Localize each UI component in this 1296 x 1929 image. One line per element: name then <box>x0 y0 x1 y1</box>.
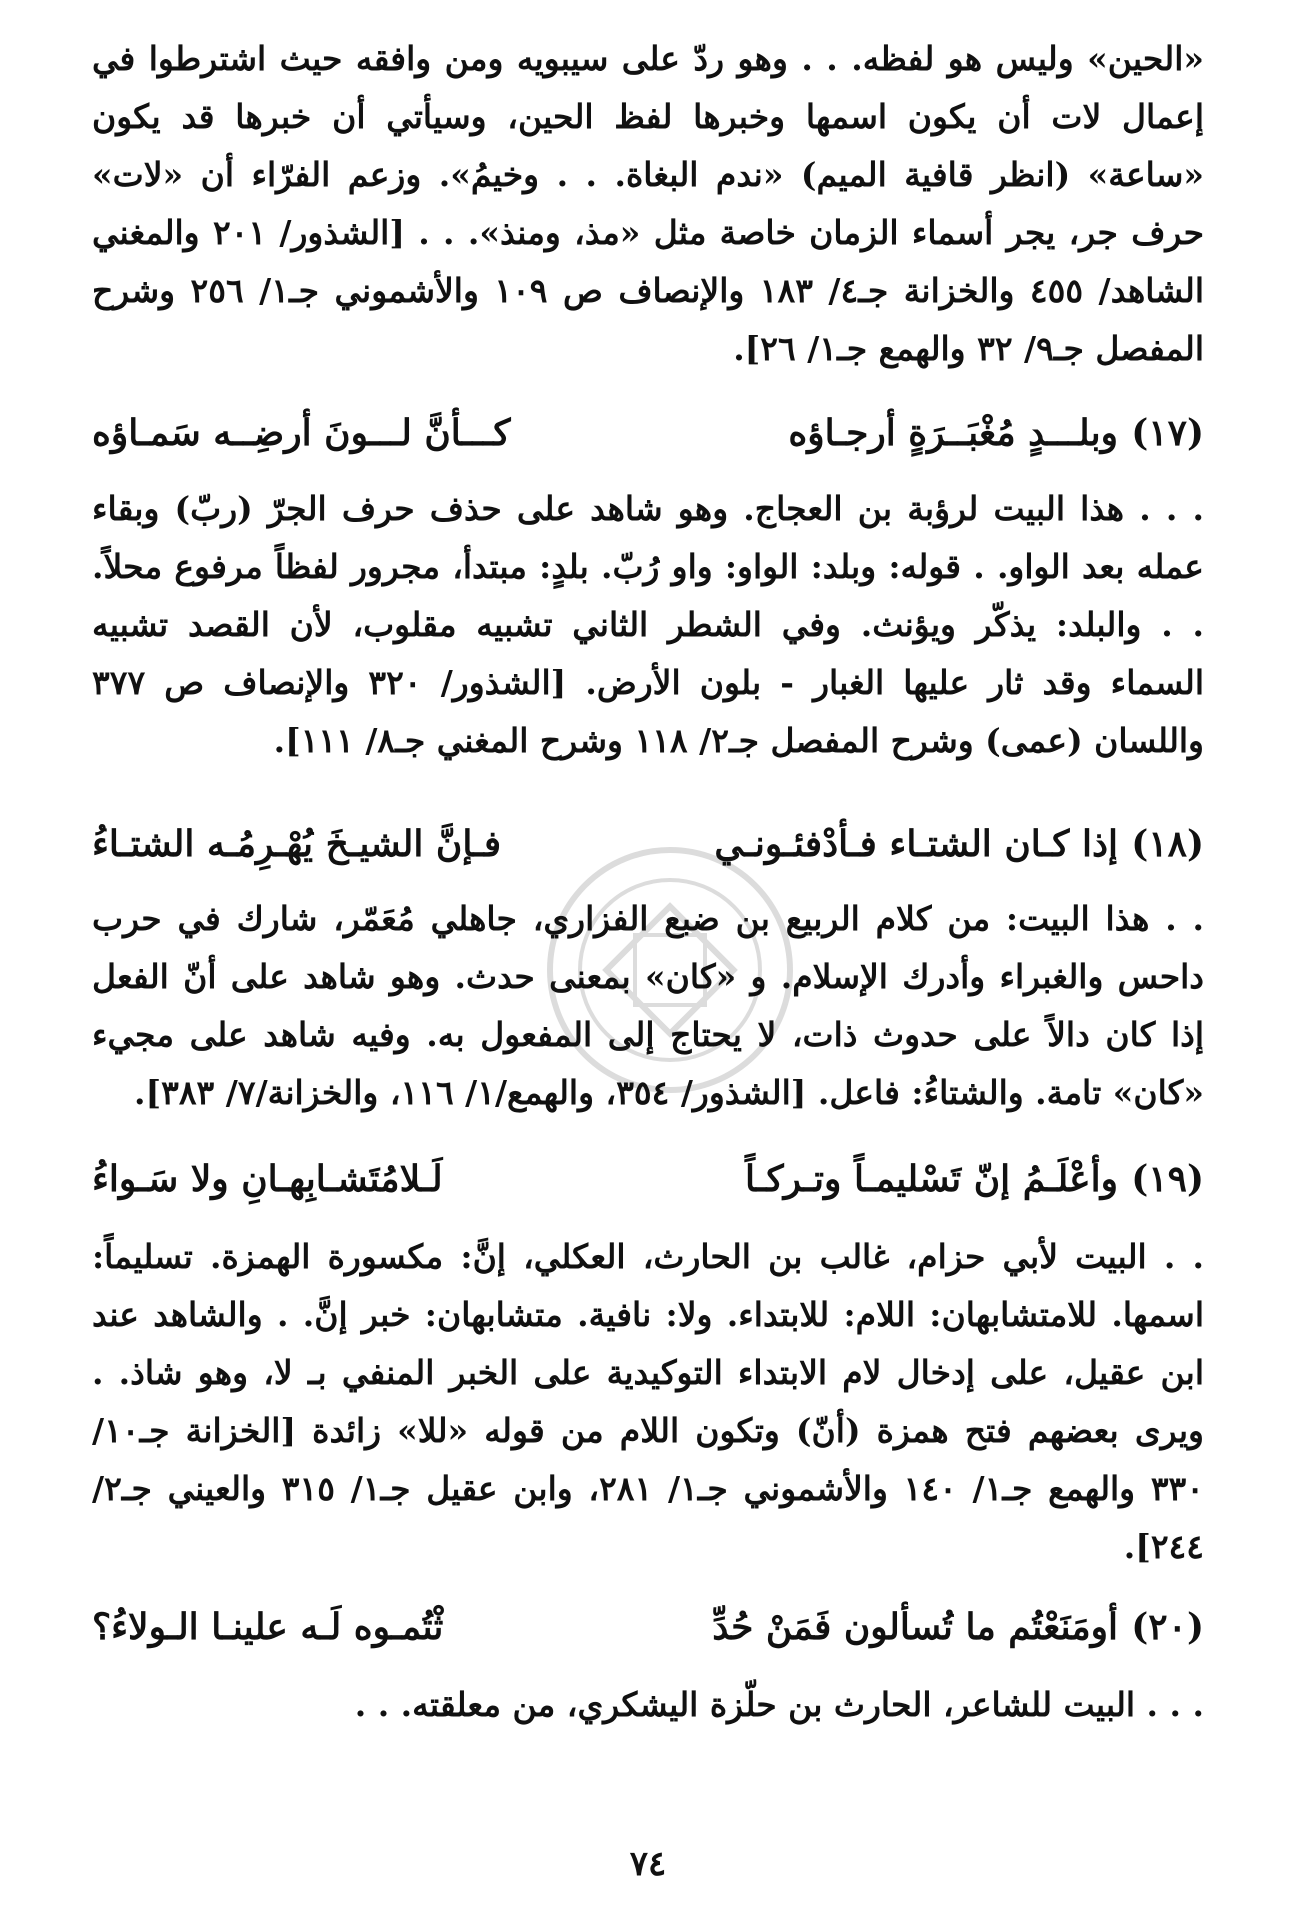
intro-paragraph: «الحين» وليس هو لفظه. . . وهو ردّ على سيبويه ومن وافقه حيث اشترطوا في إعمال لات أن يكون اسمها وخبرها لفظ الحين، وسيأتي أن خبرها قد يكون «ساعة» (انظر قافية الميم) «ندم البغاة. . . وخيمُ». وزعم الفرّاء أن «لات» حرف جر، يجر أسماء الزمان خاصة مثل «مذ، ومنذ». . . [الشذور/ ٢٠١ والمغني الشاهد/ ٤٥٥ والخزانة جـ٤/ ١٨٣ والإنصاف ص ١٠٩ والأشموني جـ١/ ٢٥٦ وشرح المفصل جـ٩/ ٣٢ والهمع جـ١/ ٢٦]. <box>92 39 1205 368</box>
verse-second-hemistich: ثْتُمـوه لَـه علينـا الـولاءُ؟ <box>92 1606 444 1648</box>
verse-second-hemistich: فـإنَّ الشيـخَ يُهْـرِمُـه الشتـاءُ <box>92 823 502 865</box>
verse-19 <box>92 1150 1204 1208</box>
verse-18-commentary: . . هذا البيت: من كلام الربيع بن ضبع الفزاري، جاهلي مُعَمّر، شارك في حرب داحس والغبراء وأدرك الإسلام. و «كان» بمعنى حدث. وهو شاهد على أنّ الفعل إذا كان دالاً على حدوث ذات، لا يحتاج إلى المفعول به. وفيه شاهد على مجيء «كان» تامة. والشتاءُ: فاعل. [الشذور/ ٣٥٤، والهمع/١/ ١١٦، والخزانة/٧/ ٣٨٣]. <box>92 899 1204 1112</box>
verse-second-hemistich: لَـلامُتَشـابِهـانِ ولا سَـواءُ <box>92 1158 443 1200</box>
page-number: ٧٤ <box>629 1844 667 1884</box>
verse-17 <box>92 404 1204 462</box>
verse-17-commentary: . . . هذا البيت لرؤبة بن العجاج. وهو شاهد على حذف حرف الجرّ (ربّ) وبقاء عمله بعد الواو. . قوله: وبلد: الواو: واو رُبّ. بلدٍ: مبتدأ، مجرور لفظاً مرفوع محلاً. . . والبلد: يذكّر ويؤنث. وفي الشطر الثاني تشبيه مقلوب، لأن القصد تشبيه السماء وقد ثار عليها الغبار - بلون الأرض. [الشذور/ ٣٢٠ والإنصاف ص ٣٧٧ واللسان (عمى) وشرح المفصل جـ٢/ ١١٨ وشرح المغني جـ٨/ ١١١]. <box>92 489 1204 760</box>
verse-first-hemistich: وبلـــدٍ مُغْبَــرَةٍ أرجـاؤه <box>788 412 1118 454</box>
verse-19-commentary: . . البيت لأبي حزام، غالب بن الحارث، العكلي، إنَّ: مكسورة الهمزة. تسليماً: اسمها. للامتشابهان: اللام: للابتداء. ولا: نافية. متشابهان: خبر إنَّ. . والشاهد عند ابن عقيل، على إدخال لام الابتداء التوكيدية على الخبر المنفي بـ لا، وهو شاذ. . ويرى بعضهم فتح همزة (أنّ) وتكون اللام من قوله «للا» زائدة [الخزانة جـ١٠/ ٣٣٠ والهمع جـ١/ ١٤٠ والأشموني جـ١/ ٢٨١، وابن عقيل جـ١/ ٣١٥ والعيني جـ٢/ ٢٤٤]. <box>92 1237 1204 1566</box>
verse-first-hemistich: إذا كـان الشتـاء فـأدْفئـونـي <box>714 823 1118 865</box>
verse-number: (١٧) <box>1131 412 1204 454</box>
verse-18 <box>92 815 1204 873</box>
verse-number: (٢٠) <box>1131 1606 1204 1648</box>
verse-20-commentary: . . . البيت للشاعر، الحارث بن حلّزة اليشكري، من معلقته. . . <box>354 1685 1204 1724</box>
verse-first-hemistich: أومَنَعْتُم ما تُسألون فَمَنْ حُدِّ <box>712 1606 1118 1648</box>
verse-number: (١٩) <box>1131 1158 1204 1200</box>
verse-number: (١٨) <box>1131 823 1204 865</box>
verse-first-hemistich: وأعْلَـمُ إنّ تَسْليمـاً وتـركـاً <box>744 1158 1118 1200</box>
verse-second-hemistich: كـــأنَّ لـــونَ أرضِــه سَمـاؤه <box>92 412 511 454</box>
verse-20 <box>92 1598 1204 1656</box>
